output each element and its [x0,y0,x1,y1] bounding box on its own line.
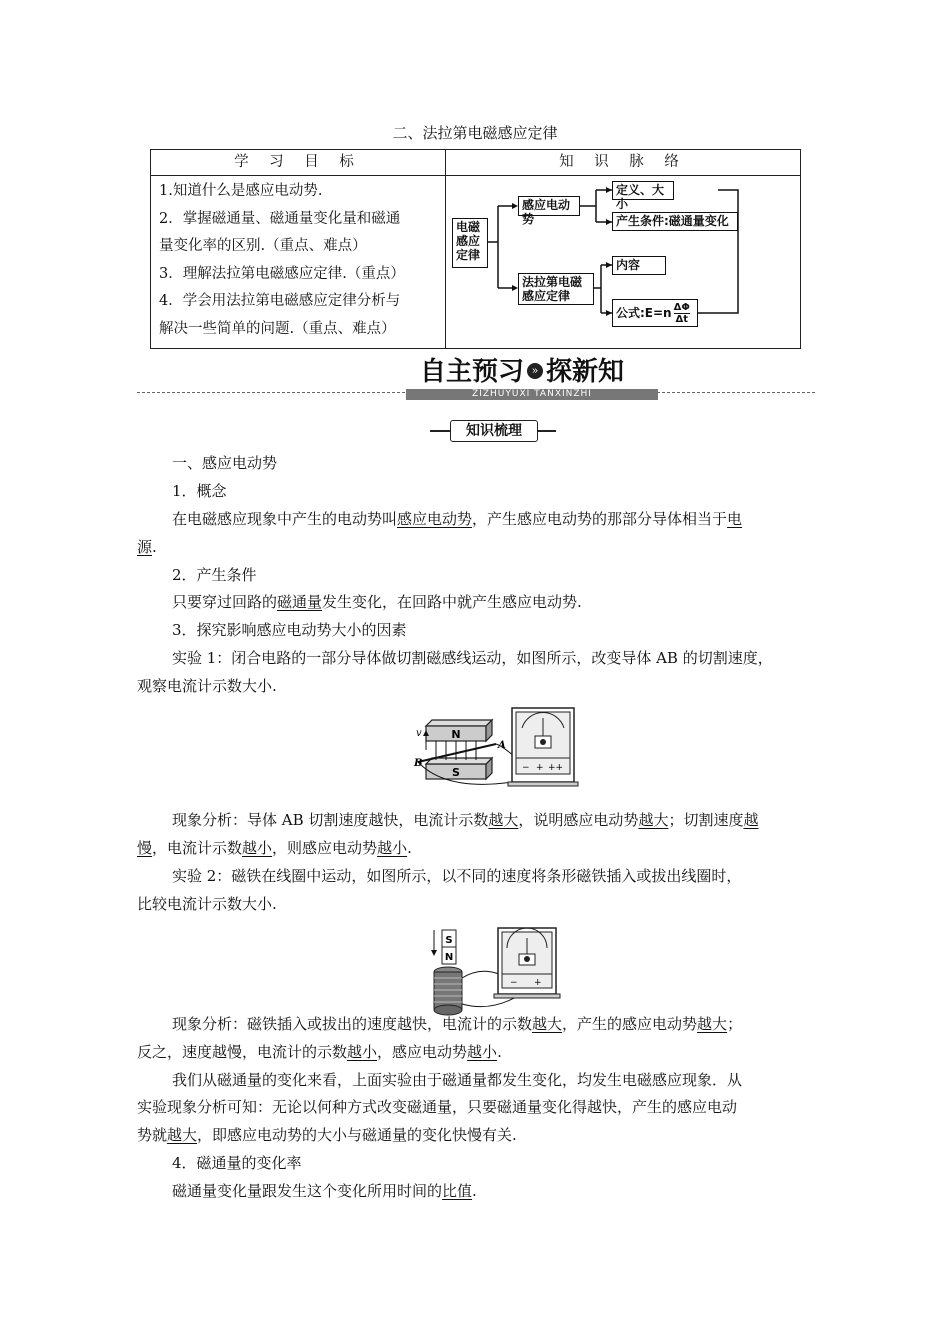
text: . [152,538,157,556]
text: ；切割速度 [668,811,744,829]
coil [434,967,462,1015]
section-banner [420,357,640,387]
conclusion-line3 [137,1125,517,1145]
terminal-minus: − [510,978,518,988]
map-header: 知 识 脉 络 [446,150,801,176]
map-leaf-content: 内容 [612,256,666,275]
knowledge-map [446,176,800,348]
map-branch-line: 法拉第电磁 [522,275,583,289]
experiment1-line1: 实验 1：闭合电路的一部分导体做切割磁感线运动，如图所示，改变导体 AB 的切割速度， [172,649,773,667]
text: ，产生感应电动势的那部分导体相当于 [472,510,728,528]
banner-left-text: 自主预习 [420,357,525,387]
text: 反之，速度越慢，电流计的示数 [137,1043,348,1061]
answer-underlined: 越大 [488,811,519,829]
motion-arrow-head [431,950,437,956]
subsection-banner [430,420,556,442]
answer-underlined: 越小 [377,839,408,857]
point-a-label: A [498,740,506,751]
text: 在电磁感应现象中产生的电动势叫 [172,510,398,528]
text: 发生变化，在回路中就产生感应电动势. [322,593,582,611]
map-branch-line: 感应定律 [522,289,571,303]
analysis2-line1 [172,1014,742,1034]
experiment2-figure [428,924,563,1024]
text: ，电流计示数 [152,839,243,857]
goals-header: 学 习 目 标 [151,150,446,176]
text: 磁通量变化量跟发生这个变化所用时间的 [172,1182,443,1200]
map-root-line: 定律 [456,248,481,262]
map-branch-emf: 感应电动势 [518,196,580,216]
text: . [407,839,412,857]
text: ，即感应电动势的大小与磁通量的变化快慢有关. [197,1126,517,1144]
formula-prefix: 公式:E=n [616,306,672,320]
terminal-minus: − [522,763,530,773]
text: ，则感应电动势 [272,839,378,857]
section-title: 二、法拉第电磁感应定律 [392,124,558,142]
point-b-label: B [414,758,423,769]
magnet-south-label: S [445,935,453,946]
terminal-plus: + [536,763,544,773]
map-leaf-definition: 定义、大小 [612,181,674,200]
analysis1-line1 [172,810,758,830]
paragraph-condition [172,592,582,612]
answer-underlined: 越 [743,811,759,829]
goal-line: 1.知道什么是感应电动势. [159,183,323,199]
goal-line: 解决一些简单的问题.（重点、难点） [159,320,396,337]
map-leaf-formula [612,299,698,327]
text: 现象分析：磁铁插入或拔出的速度越快，电流计的示数 [172,1015,533,1033]
formula-denominator: Δt [675,313,688,325]
paragraph-rate [172,1181,477,1201]
experiment1-figure [412,704,582,800]
paragraph-concept-line1 [172,509,742,529]
answer-underlined: 越大 [167,1126,198,1144]
answer-underlined: 越大 [697,1015,728,1033]
terminal-plusplus: ++ [548,763,564,773]
text: . [472,1182,477,1200]
text: ，说明感应电动势 [518,811,639,829]
formula-fraction [674,302,690,325]
text: ； [727,1015,743,1033]
answer-underlined: 比值 [442,1182,473,1200]
heading-emf: 一、感应电动势 [172,454,278,472]
map-root-box [452,218,488,268]
text: 现象分析：导体 AB 切割速度越快，电流计示数 [172,811,489,829]
subbanner-label: 知识梳理 [450,420,538,442]
galvanometer [508,708,578,786]
text: 势就 [137,1126,168,1144]
text: ，感应电动势 [377,1043,468,1061]
answer-underlined: 越小 [467,1043,498,1061]
answer-underlined: 越小 [347,1043,378,1061]
conclusion-line1: 我们从磁通量的变化来看，上面实验由于磁通量都发生变化，均发生电磁感应现象．从 [172,1071,743,1089]
heading-factors: 3．探究影响感应电动势大小的因素 [172,621,407,639]
goal-line: 4．学会用法拉第电磁感应定律分析与 [159,293,401,309]
goal-line: 2．掌握磁通量、磁通量变化量和磁通 [159,210,401,227]
map-branch-faraday [518,273,594,305]
knowledge-map-cell [446,176,801,349]
answer-underlined: 越大 [638,811,669,829]
magnet-north-label: N [451,728,461,741]
answer-underlined: 越大 [532,1015,563,1033]
banner-pinyin: ZIZHUYUXI TANXINZHI [406,389,658,400]
velocity-label: v [416,728,422,739]
analysis1-line2 [137,838,412,858]
text: ，产生的感应电动势 [562,1015,698,1033]
heading-rate: 4．磁通量的变化率 [172,1154,302,1172]
chevron-right-icon: » [527,363,543,379]
map-root-line: 感应 [456,234,481,248]
experiment2-line2: 比较电流计示数大小. [137,895,277,913]
heading-condition: 2．产生条件 [172,566,257,584]
formula-numerator: ΔΦ [673,301,690,313]
experiment2-line1: 实验 2：磁铁在线圈中运动，如图所示，以不同的速度将条形磁铁插入或拔出线圈时， [172,867,742,885]
experiment1-line2: 观察电流计示数大小. [137,677,277,695]
answer-underlined: 感应电动势 [397,510,473,528]
answer-underlined: 越小 [242,839,273,857]
conclusion-line2: 实验现象分析可知：无论以何种方式改变磁通量，只要磁通量变化得越快，产生的感应电动 [137,1098,738,1116]
terminal-plus: + [534,978,542,988]
galvanometer [494,928,560,998]
answer-underlined: 电 [727,510,743,528]
text: . [497,1043,502,1061]
answer-underlined: 磁通量 [277,593,323,611]
goals-cell [151,176,446,349]
goal-line: 量变化率的区别.（重点、难点） [159,238,367,254]
map-leaf-condition: 产生条件:磁通量变化 [612,212,738,231]
objectives-table [150,149,801,349]
magnet-north-label: N [444,952,454,963]
magnet-south-label: S [452,766,460,779]
paragraph-concept-line2 [137,537,157,557]
answer-underlined: 源 [137,538,153,556]
heading-concept: 1．概念 [172,482,227,500]
map-root-line: 电磁 [456,220,481,234]
text: 只要穿过回路的 [172,593,278,611]
goal-line: 3．理解法拉第电磁感应定律.（重点） [159,265,405,282]
banner-right-text: 探新知 [546,357,625,387]
answer-underlined: 慢 [137,839,153,857]
analysis2-line2 [137,1042,502,1062]
